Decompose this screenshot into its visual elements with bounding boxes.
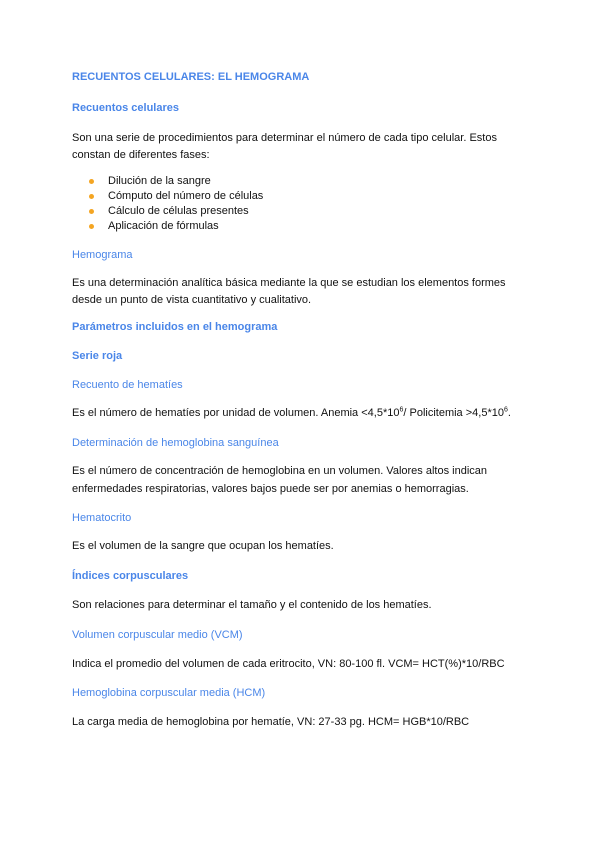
heading-recuento-hematies: Recuento de hematíes bbox=[72, 379, 183, 391]
bullet-icon bbox=[89, 224, 94, 229]
text-segment: / Policitemia >4,5*10 bbox=[403, 407, 504, 419]
paragraph-hemograma-line-1: Es una determinación analítica básica mediante la que se estudian los elementos formes bbox=[72, 277, 506, 289]
paragraph-recuento-hematies bbox=[72, 405, 511, 422]
bullet-icon bbox=[89, 194, 94, 199]
heading-hemograma: Hemograma bbox=[72, 249, 133, 261]
superscript: 6 bbox=[503, 406, 508, 414]
paragraph-indices: Son relaciones para determinar el tamaño y el contenido de los hematíes. bbox=[72, 599, 432, 611]
paragraph-hemoglobina-line-1: Es el número de concentración de hemoglobina en un volumen. Valores altos indican bbox=[72, 465, 487, 477]
bullet-icon bbox=[89, 209, 94, 214]
bullet-icon bbox=[89, 179, 94, 184]
heading-hcm: Hemoglobina corpuscular media (HCM) bbox=[72, 687, 266, 699]
list-item bbox=[72, 189, 263, 204]
list-item-label: Dilución de la sangre bbox=[108, 175, 211, 187]
paragraph-hcm: La carga media de hemoglobina por hematíe, VN: 27-33 pg. HCM= HGB*10/RBC bbox=[72, 716, 470, 728]
paragraph-hematocrito: Es el volumen de la sangre que ocupan los hematíes. bbox=[72, 540, 334, 552]
paragraph-recuentos-line-2: constan de diferentes fases: bbox=[72, 149, 210, 161]
list-item bbox=[72, 219, 263, 234]
list-item-label: Cómputo del número de células bbox=[108, 190, 264, 202]
text-segment: . bbox=[507, 407, 511, 419]
heading-vcm: Volumen corpuscular medio (VCM) bbox=[72, 629, 243, 641]
heading-recuentos-celulares: Recuentos celulares bbox=[72, 102, 179, 114]
heading-parametros: Parámetros incluidos en el hemograma bbox=[72, 321, 278, 333]
list-item bbox=[72, 174, 263, 189]
document-title: RECUENTOS CELULARES: EL HEMOGRAMA bbox=[72, 71, 310, 83]
list-item-label: Cálculo de células presentes bbox=[108, 205, 249, 217]
heading-serie-roja: Serie roja bbox=[72, 350, 123, 362]
heading-indices: Índices corpusculares bbox=[72, 570, 189, 582]
superscript: 6 bbox=[399, 406, 404, 414]
heading-hemoglobina: Determinación de hemoglobina sanguínea bbox=[72, 437, 279, 449]
list-item-label: Aplicación de fórmulas bbox=[108, 220, 219, 232]
list-item bbox=[72, 204, 263, 219]
heading-hematocrito: Hematocrito bbox=[72, 512, 132, 524]
paragraph-recuentos-line-1: Son una serie de procedimientos para determinar el número de cada tipo celular. Estos bbox=[72, 132, 497, 144]
text-segment: Es el número de hematíes por unidad de volumen. Anemia <4,5*10 bbox=[72, 407, 400, 419]
paragraph-hemoglobina-line-2: enfermedades respiratorias, valores bajos puede ser por anemias o hemorragias. bbox=[72, 483, 469, 495]
paragraph-hemograma-line-2: desde un punto de vista cuantitativo y cualitativo. bbox=[72, 294, 312, 306]
fases-bullet-list bbox=[72, 174, 263, 234]
paragraph-vcm: Indica el promedio del volumen de cada eritrocito, VN: 80-100 fl. VCM= HCT(%)*10/RBC bbox=[72, 658, 505, 670]
